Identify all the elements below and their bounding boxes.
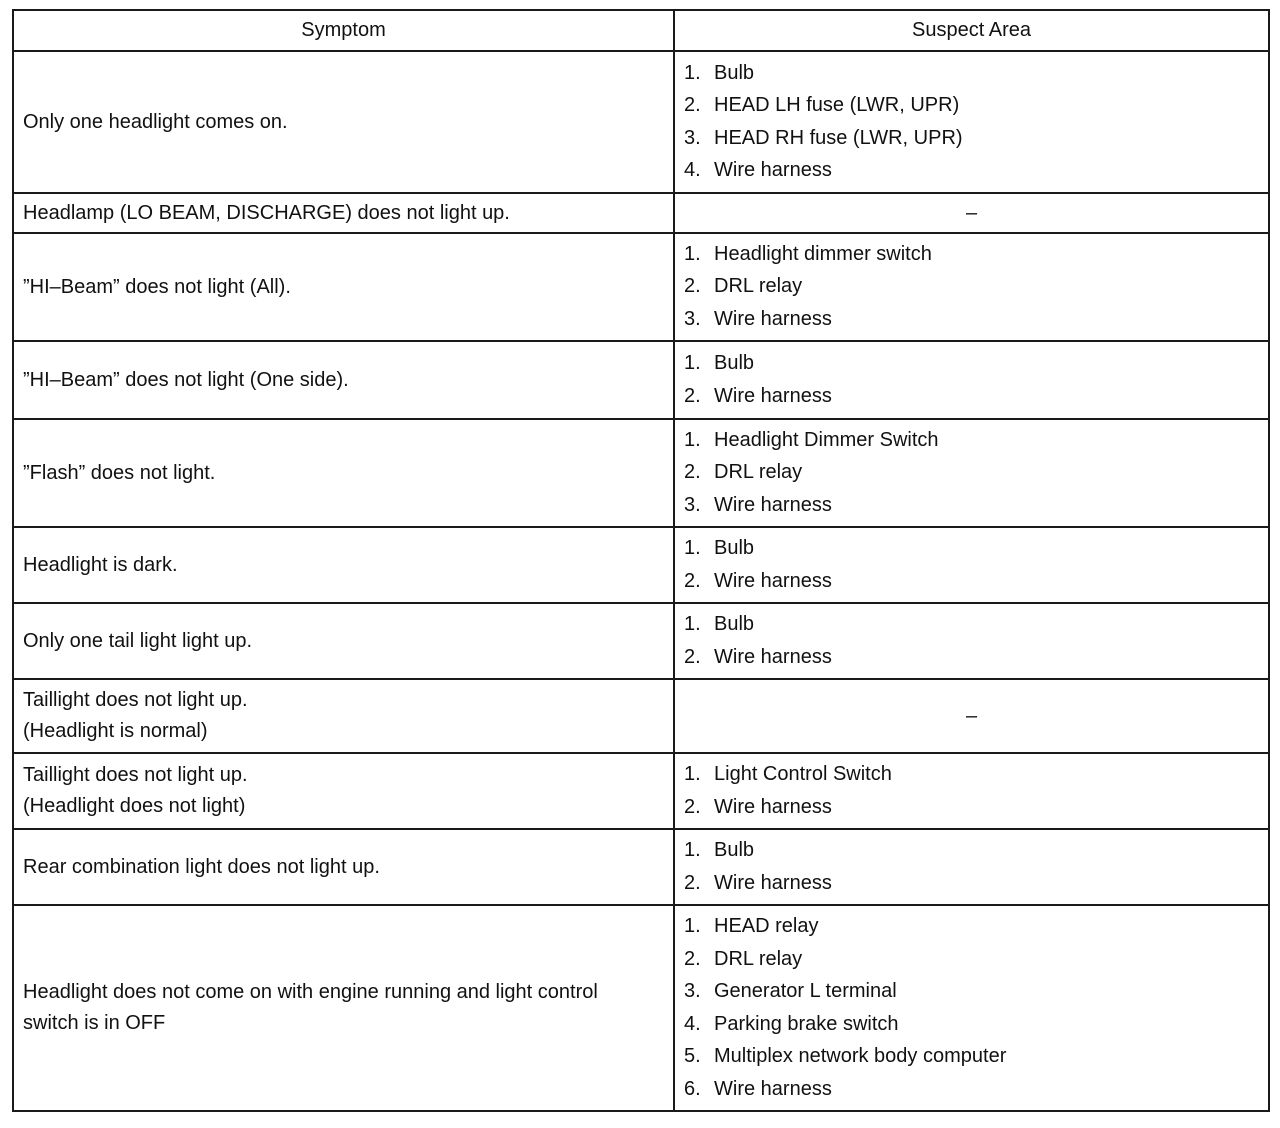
suspect-area-list bbox=[684, 758, 1259, 823]
table-row bbox=[13, 753, 1269, 829]
suspect-area-list bbox=[684, 834, 1259, 899]
symptom-cell bbox=[13, 341, 674, 419]
list-item bbox=[684, 89, 1259, 122]
symptom-text: Headlight is dark. bbox=[23, 553, 178, 576]
list-item-number: 3. bbox=[684, 980, 701, 1002]
list-item-text: Light Control Switch bbox=[714, 763, 892, 785]
symptom-cell bbox=[13, 527, 674, 603]
table-body bbox=[13, 51, 1269, 1111]
suspect-area-list bbox=[684, 57, 1259, 187]
list-item-number: 2. bbox=[684, 871, 701, 894]
list-item-text: Bulb bbox=[714, 613, 755, 635]
suspect-area-list bbox=[684, 424, 1259, 522]
list-item-text: Bulb bbox=[714, 352, 755, 374]
symptom-cell bbox=[13, 419, 674, 527]
list-item-number: 4. bbox=[684, 1012, 701, 1035]
symptom-text: Only one tail light light up. bbox=[23, 629, 253, 652]
list-item bbox=[684, 154, 1259, 187]
list-item-number: 3. bbox=[684, 126, 701, 149]
suspect-area-column-header: Suspect Area bbox=[674, 10, 1269, 51]
list-item-text: Wire harness bbox=[714, 569, 832, 592]
list-item bbox=[684, 303, 1259, 336]
list-item-number: 1. bbox=[684, 242, 701, 265]
symptom-text: Rear combination light does not light up. bbox=[23, 855, 380, 878]
list-item-number: 5. bbox=[684, 1045, 701, 1067]
symptom-text: ”HI–Beam” does not light (One side). bbox=[23, 368, 349, 391]
list-item bbox=[684, 641, 1259, 674]
troubleshooting-table bbox=[12, 9, 1270, 1112]
symptom-cell bbox=[13, 905, 674, 1111]
symptom-text: (Headlight is normal) bbox=[23, 720, 208, 742]
list-item-text: Wire harness bbox=[714, 795, 832, 818]
symptom-cell bbox=[13, 603, 674, 679]
list-item bbox=[684, 380, 1259, 413]
list-item-text: DRL relay bbox=[714, 275, 803, 298]
table-row bbox=[13, 193, 1269, 233]
table-row bbox=[13, 51, 1269, 193]
list-item-text: Headlight dimmer switch bbox=[714, 242, 932, 265]
list-item-number: 1. bbox=[684, 915, 701, 937]
list-item-number: 2. bbox=[684, 795, 701, 818]
list-item-number: 1. bbox=[684, 839, 701, 861]
symptom-cell bbox=[13, 51, 674, 193]
list-item-text: Bulb bbox=[714, 61, 755, 84]
list-item bbox=[684, 489, 1259, 522]
suspect-area-empty-cell bbox=[674, 193, 1269, 233]
table-row bbox=[13, 829, 1269, 905]
symptom-cell bbox=[13, 193, 674, 233]
list-item-number: 1. bbox=[684, 352, 701, 374]
list-item-text: Wire harness bbox=[714, 1077, 832, 1100]
empty-dash: – bbox=[965, 201, 978, 224]
list-item-number: 2. bbox=[684, 384, 701, 407]
list-item bbox=[684, 1008, 1259, 1041]
list-item bbox=[684, 424, 1259, 457]
symptom-cell bbox=[13, 233, 674, 341]
list-item-text: Generator L terminal bbox=[714, 980, 897, 1002]
list-item bbox=[684, 834, 1259, 867]
list-item-number: 3. bbox=[684, 493, 701, 516]
suspect-area-list bbox=[684, 532, 1259, 597]
table-row bbox=[13, 905, 1269, 1111]
list-item bbox=[684, 1073, 1259, 1106]
list-item-text: Wire harness bbox=[714, 307, 832, 330]
list-item-text: Wire harness bbox=[714, 159, 832, 181]
list-item bbox=[684, 791, 1259, 824]
table-row bbox=[13, 233, 1269, 341]
table-header-row bbox=[13, 10, 1269, 51]
list-item-text: DRL relay bbox=[714, 947, 803, 970]
list-item-text: Wire harness bbox=[714, 493, 832, 516]
suspect-area-cell bbox=[674, 753, 1269, 829]
table-row bbox=[13, 419, 1269, 527]
list-item-number: 1. bbox=[684, 613, 701, 635]
suspect-area-list bbox=[684, 910, 1259, 1105]
list-item bbox=[684, 122, 1259, 155]
empty-dash: – bbox=[965, 704, 978, 727]
suspect-area-cell bbox=[674, 233, 1269, 341]
list-item-number: 2. bbox=[684, 94, 701, 116]
suspect-area-cell bbox=[674, 603, 1269, 679]
symptom-cell bbox=[13, 679, 674, 753]
suspect-area-list bbox=[684, 347, 1259, 412]
symptom-text: Only one headlight comes on. bbox=[23, 110, 288, 133]
list-item bbox=[684, 943, 1259, 976]
list-item-number: 2. bbox=[684, 569, 701, 592]
list-item bbox=[684, 867, 1259, 900]
list-item bbox=[684, 758, 1259, 791]
list-item-number: 4. bbox=[684, 159, 701, 181]
list-item bbox=[684, 608, 1259, 641]
list-item-number: 2. bbox=[684, 461, 701, 484]
list-item-text: Bulb bbox=[714, 537, 755, 559]
suspect-area-cell bbox=[674, 527, 1269, 603]
list-item-number: 1. bbox=[684, 428, 701, 451]
suspect-area-cell bbox=[674, 829, 1269, 905]
suspect-area-empty-cell bbox=[674, 679, 1269, 753]
table-row bbox=[13, 679, 1269, 753]
list-item bbox=[684, 532, 1259, 565]
symptom-cell bbox=[13, 829, 674, 905]
list-item-text: Wire harness bbox=[714, 384, 832, 407]
list-item bbox=[684, 238, 1259, 271]
symptom-text: Headlight does not come on with engine running and light control bbox=[23, 981, 598, 1003]
list-item-number: 1. bbox=[684, 61, 701, 84]
list-item-text: Parking brake switch bbox=[714, 1012, 899, 1035]
list-item-number: 6. bbox=[684, 1077, 701, 1100]
table-row bbox=[13, 527, 1269, 603]
symptom-text: ”Flash” does not light. bbox=[23, 461, 216, 484]
suspect-area-list bbox=[684, 238, 1259, 336]
list-item-text: DRL relay bbox=[714, 461, 803, 484]
list-item bbox=[684, 456, 1259, 489]
list-item bbox=[684, 565, 1259, 598]
list-item bbox=[684, 910, 1259, 943]
suspect-area-list bbox=[684, 608, 1259, 673]
list-item-text: Wire harness bbox=[714, 645, 832, 668]
list-item-number: 2. bbox=[684, 275, 701, 298]
suspect-area-cell bbox=[674, 51, 1269, 193]
symptom-text: switch is in OFF bbox=[23, 1012, 166, 1034]
list-item-text: HEAD relay bbox=[714, 915, 819, 937]
symptom-cell bbox=[13, 753, 674, 829]
table-row bbox=[13, 603, 1269, 679]
list-item-text: Wire harness bbox=[714, 871, 832, 894]
list-item-text: HEAD RH fuse (LWR, UPR) bbox=[714, 126, 963, 149]
symptom-text: Taillight does not light up. bbox=[23, 689, 248, 711]
symptom-text: Headlamp (LO BEAM, DISCHARGE) does not light up. bbox=[23, 201, 510, 224]
list-item-text: Bulb bbox=[714, 839, 755, 861]
list-item bbox=[684, 57, 1259, 90]
list-item-number: 2. bbox=[684, 645, 701, 668]
list-item-number: 1. bbox=[684, 537, 701, 559]
list-item-text: Multiplex network body computer bbox=[714, 1045, 1007, 1067]
table-row bbox=[13, 341, 1269, 419]
list-item-text: HEAD LH fuse (LWR, UPR) bbox=[714, 94, 960, 116]
list-item bbox=[684, 270, 1259, 303]
suspect-area-cell bbox=[674, 419, 1269, 527]
list-item-number: 2. bbox=[684, 947, 701, 970]
suspect-area-cell bbox=[674, 341, 1269, 419]
list-item bbox=[684, 347, 1259, 380]
symptom-text: ”HI–Beam” does not light (All). bbox=[23, 275, 291, 298]
list-item bbox=[684, 975, 1259, 1008]
symptom-text: (Headlight does not light) bbox=[23, 795, 246, 817]
symptom-text: Taillight does not light up. bbox=[23, 764, 248, 786]
list-item-text: Headlight Dimmer Switch bbox=[714, 428, 939, 451]
symptom-column-header: Symptom bbox=[13, 10, 674, 51]
suspect-area-cell bbox=[674, 905, 1269, 1111]
list-item-number: 3. bbox=[684, 307, 701, 330]
list-item-number: 1. bbox=[684, 763, 701, 785]
list-item bbox=[684, 1040, 1259, 1073]
